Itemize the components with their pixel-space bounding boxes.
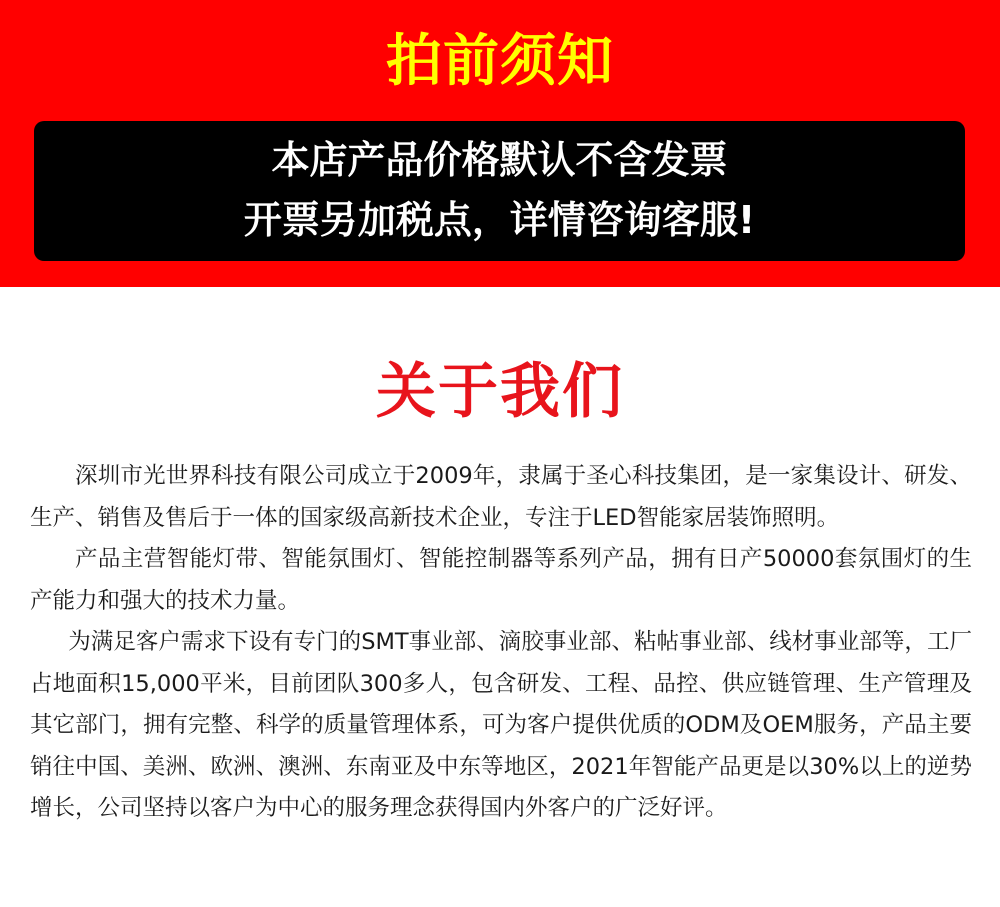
notice-line-tax: 开票另加税点，详情咨询客服! xyxy=(243,198,756,242)
notice-banner xyxy=(0,0,1000,287)
about-title: 关于我们 xyxy=(376,357,624,427)
about-body xyxy=(30,456,972,830)
notice-line-invoice: 本店产品价格默认不含发票 xyxy=(271,138,728,182)
about-paragraph-operations: 为满足客户需求下设有专门的SMT事业部、滴胶事业部、粘帖事业部、线材事业部等，工厂占地面积15,000平米，目前团队300多人，包含研发、工程、品控、供应链管理、生产管理及其它部门，拥有完整、科学的质量管理体系，可为客户提供优质的ODM及OEM服务，产品主要销往中国、美洲、欧洲、澳洲、东南亚及中东等地区，2021年智能产品更是以30%以上的逆势增长，公司坚持以客户为中心的服务理念获得国内外客户的广泛好评。 xyxy=(30,629,972,821)
about-paragraph-company: 深圳市光世界科技有限公司成立于2009年，隶属于圣心科技集团，是一家集设计、研发、生产、销售及售后于一体的国家级高新技术企业，专注于LED智能家居装饰照明。 xyxy=(30,463,972,531)
notice-box xyxy=(34,121,965,261)
notice-title: 拍前须知 xyxy=(386,29,614,94)
about-paragraph-products: 产品主营智能灯带、智能氛围灯、智能控制器等系列产品，拥有日产50000套氛围灯的生产能力和强大的技术力量。 xyxy=(30,546,972,614)
